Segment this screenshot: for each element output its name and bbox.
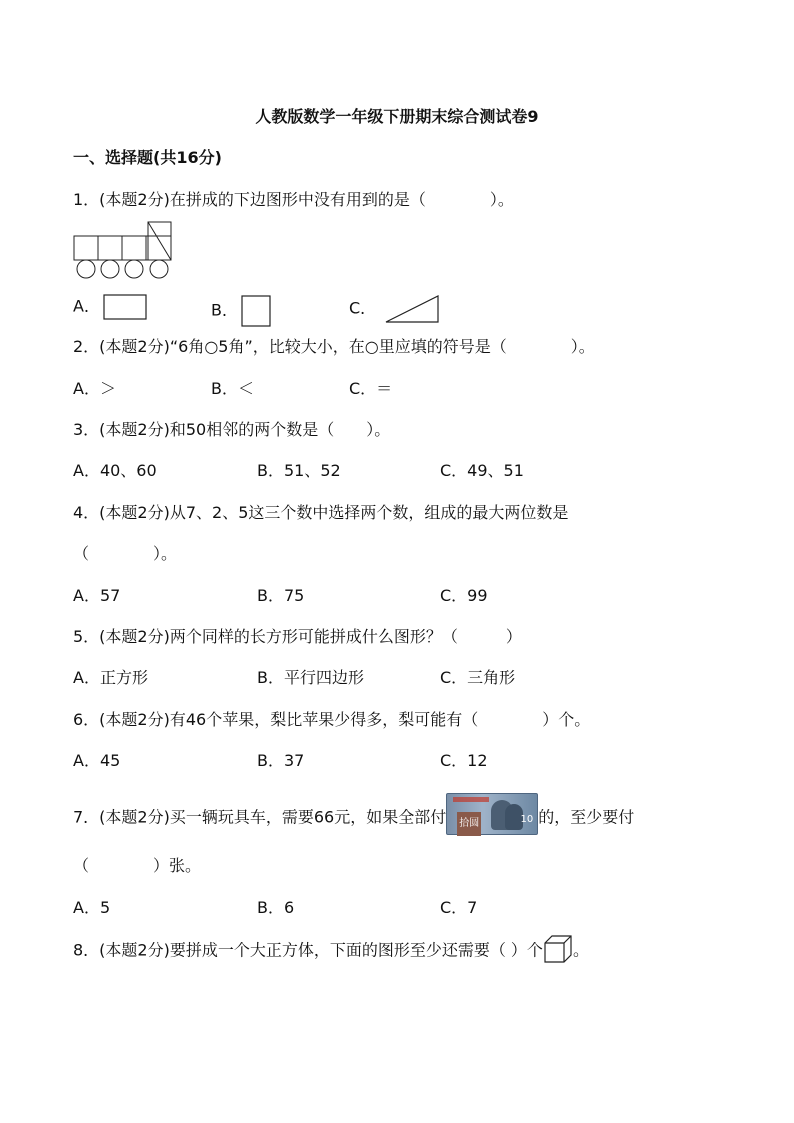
option-b: B．37 [257,751,305,770]
option-c: C．三角形 [440,668,516,687]
option-b: B．75 [257,586,305,605]
rectangle-shape [100,294,148,320]
option-b: B．平行四边形 [257,668,364,687]
banknote-image [446,793,538,835]
question-7 [73,801,634,835]
question-8-text: 8．(本题2分)要拼成一个大正方体，下面的图形至少还需要（ ）个 [73,940,543,960]
option-c: C．12 [440,751,488,770]
option-a: A．45 [73,751,121,770]
option-a: A．57 [73,586,121,605]
option-b: B．6 [257,898,295,917]
banknote-value: 10 [520,814,534,825]
train-figure [73,220,177,282]
option-a: A．正方形 [73,668,148,687]
option-a: A．＞ [73,379,116,398]
option-c: C．99 [440,586,488,605]
option-c: C．＝ [349,379,393,398]
question-4: 4．(本题2分)从7、2、5这三个数中选择两个数，组成的最大两位数是 [73,503,569,522]
option-b-label: B． [211,300,238,320]
question-8 [73,938,589,964]
question-4-continued: （ ）。 [73,544,178,563]
question-5: 5．(本题2分)两个同样的长方形可能拼成什么图形？（ ） [73,627,522,646]
option-a: A．5 [73,898,111,917]
question-1: 1．(本题2分)在拼成的下边图形中没有用到的是（ ）。 [73,190,514,209]
option-b: B．51、52 [257,461,341,480]
banknote-stripe [453,797,489,802]
banknote-label: 拾圆 [457,812,481,836]
triangle-shape [376,294,444,324]
cube-icon [543,934,573,964]
page-title: 人教版数学一年级下册期末综合测试卷9 [255,107,539,126]
square-shape [238,294,274,328]
question-8-text-end: 。 [572,940,589,960]
question-6: 6．(本题2分)有46个苹果，梨比苹果少得多，梨可能有（ ）个。 [73,710,591,729]
option-a-label: A． [73,296,100,316]
question-7-continued: （ ）张。 [73,856,202,875]
question-2: 2．(本题2分)“6角○5角”，比较大小，在○里应填的符号是（ ）。 [73,337,595,356]
option-a [73,294,148,320]
option-c: C．49、51 [440,461,524,480]
option-c: C．7 [440,898,478,917]
question-3: 3．(本题2分)和50相邻的两个数是（ ）。 [73,420,391,439]
option-b: B．＜ [211,379,254,398]
option-a: A．40、60 [73,461,157,480]
question-7-text-end: 的，至少要付 [538,807,635,827]
option-c [349,294,444,324]
option-b [211,294,274,328]
option-c-label: C． [349,298,377,318]
section-heading: 一、选择题(共16分) [73,148,222,167]
question-7-text: 7．(本题2分)买一辆玩具车，需要66元，如果全部付 [73,807,447,827]
